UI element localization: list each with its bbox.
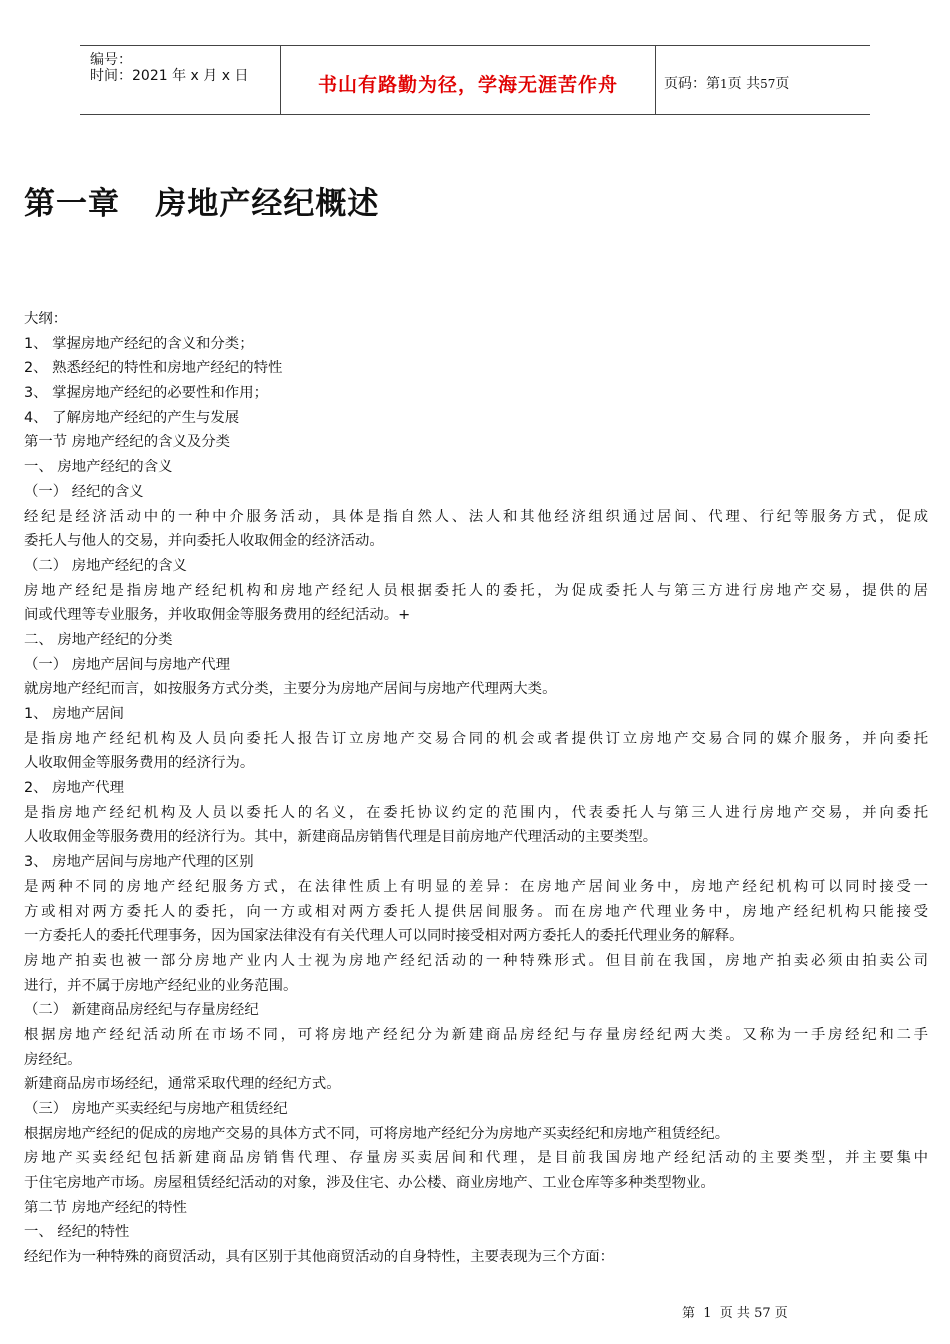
header-motto-cell bbox=[280, 46, 656, 114]
document-number-label: 编号： bbox=[90, 52, 132, 68]
page-footer: 第 1 页 共 57 页 bbox=[682, 1306, 788, 1321]
text-line: 1、 掌握房地产经纪的含义和分类； bbox=[24, 335, 254, 352]
page-total-number: 57 bbox=[760, 77, 776, 91]
text-line: 就房地产经纪而言，如按服务方式分类，主要分为房地产居间与房地产代理两大类。 bbox=[24, 681, 557, 698]
header-meta-cell bbox=[80, 46, 280, 114]
header-page-cell bbox=[655, 46, 870, 114]
chapter-title: 第一章 房地产经纪概述 bbox=[24, 186, 380, 222]
text-line: 根据房地产经纪的促成的房地产交易的具体方式不同，可将房地产经纪分为房地产买卖经纪和房地产租赁经纪。 bbox=[24, 1125, 730, 1142]
text-line: 是指房地产经纪机构及人员以委托人的名义，在委托协议约定的范围内，代表委托人与第三人进行房地产交易，并向委托 bbox=[24, 804, 928, 821]
text-line: 3、 掌握房地产经纪的必要性和作用； bbox=[24, 385, 268, 402]
text-line: 新建商品房市场经纪，通常采取代理的经纪方式。 bbox=[24, 1076, 341, 1093]
text-line: 3、 房地产居间与房地产代理的区别 bbox=[24, 854, 254, 871]
text-line: 2、 熟悉经纪的特性和房地产经纪的特性 bbox=[24, 360, 283, 377]
header-page-info bbox=[664, 73, 789, 93]
text-line: 二、 房地产经纪的分类 bbox=[24, 631, 173, 648]
page-current-number: 1 bbox=[720, 77, 728, 91]
text-line: 房经纪。 bbox=[24, 1051, 82, 1068]
text-line: 一、 房地产经纪的含义 bbox=[24, 459, 173, 476]
text-line: 是指房地产经纪机构及人员向委托人报告订立房地产交易合同的机会或者提供订立房地产交易合同的媒介服务，并向委托 bbox=[24, 730, 928, 747]
text-line: 于住宅房地产市场。房屋租赁经纪活动的对象，涉及住宅、办公楼、商业房地产、工业仓库等多种类型物业。 bbox=[24, 1175, 715, 1192]
text-line: 人收取佣金等服务费用的经济行为。其中，新建商品房销售代理是目前房地产代理活动的主要类型。 bbox=[24, 829, 658, 846]
text-line: 进行，并不属于房地产经纪业的业务范围。 bbox=[24, 977, 298, 994]
text-line: 1、 房地产居间 bbox=[24, 706, 125, 722]
text-line: 根据房地产经纪活动所在市场不同，可将房地产经纪分为新建商品房经纪与存量房经纪两大类。又称为一手房经纪和二手 bbox=[24, 1026, 928, 1043]
text-line: 房地产买卖经纪包括新建商品房销售代理、存量房买卖居间和代理，是目前我国房地产经纪活动的主要类型，并主要集中 bbox=[24, 1150, 928, 1167]
text-line: 经纪作为一种特殊的商贸活动，具有区别于其他商贸活动的自身特性，主要表现为三个方面： bbox=[24, 1249, 615, 1266]
text-line: 第一节 房地产经纪的含义及分类 bbox=[24, 434, 231, 451]
text-line: 经纪是经济活动中的一种中介服务活动，具体是指自然人、法人和其他经济组织通过居间、代理、行纪等服务方式，促成 bbox=[24, 508, 928, 525]
text-line: 间或代理等专业服务，并收取佣金等服务费用的经纪活动。+ bbox=[24, 607, 411, 624]
text-line: 大纲： bbox=[24, 311, 68, 327]
text-line: 人收取佣金等服务费用的经济行为。 bbox=[24, 755, 255, 772]
document-date-label: 时间：2021 年 x 月 x 日 bbox=[90, 68, 249, 84]
text-line: （一） 房地产居间与房地产代理 bbox=[24, 656, 231, 673]
text-line: 2、 房地产代理 bbox=[24, 780, 125, 797]
document-header bbox=[80, 45, 870, 115]
text-line: 第二节 房地产经纪的特性 bbox=[24, 1199, 187, 1216]
document-body bbox=[24, 307, 928, 1270]
text-line: 一方委托人的委托代理事务，因为国家法律没有有关代理人可以同时接受相对两方委托人的委托代理业务的解释。 bbox=[24, 928, 744, 945]
text-line: （三） 房地产买卖经纪与房地产租赁经纪 bbox=[24, 1101, 288, 1117]
text-line: 方或相对两方委托人的委托，向一方或相对两方委托人提供居间服务。而在房地产代理业务中，房地产经纪机构只能接受 bbox=[24, 903, 928, 920]
page-prefix: 页码：第 bbox=[664, 76, 720, 92]
text-line: 一、 经纪的特性 bbox=[24, 1224, 130, 1241]
page-middle: 页 共 bbox=[727, 76, 761, 92]
text-line: 委托人与他人的交易，并向委托人收取佣金的经济活动。 bbox=[24, 533, 384, 550]
page-suffix: 页 bbox=[775, 76, 790, 92]
text-line: （二） 房地产经纪的含义 bbox=[24, 557, 187, 574]
motto-text: 书山有路勤为径，学海无涯苦作舟 bbox=[317, 74, 618, 96]
text-line: 房地产拍卖也被一部分房地产业内人士视为房地产经纪活动的一种特殊形式。但目前在我国，房地产拍卖必须由拍卖公司 bbox=[24, 952, 928, 969]
text-line: 4、 了解房地产经纪的产生与发展 bbox=[24, 409, 240, 426]
text-line: 房地产经纪是指房地产经纪机构和房地产经纪人员根据委托人的委托，为促成委托人与第三方进行房地产交易，提供的居 bbox=[24, 582, 928, 599]
text-line: 是两种不同的房地产经纪服务方式，在法律性质上有明显的差异：在房地产居间业务中，房地产经纪机构可以同时接受一 bbox=[24, 878, 928, 895]
text-line: （二） 新建商品房经纪与存量房经纪 bbox=[24, 1002, 259, 1019]
text-line: （一） 经纪的含义 bbox=[24, 483, 144, 500]
